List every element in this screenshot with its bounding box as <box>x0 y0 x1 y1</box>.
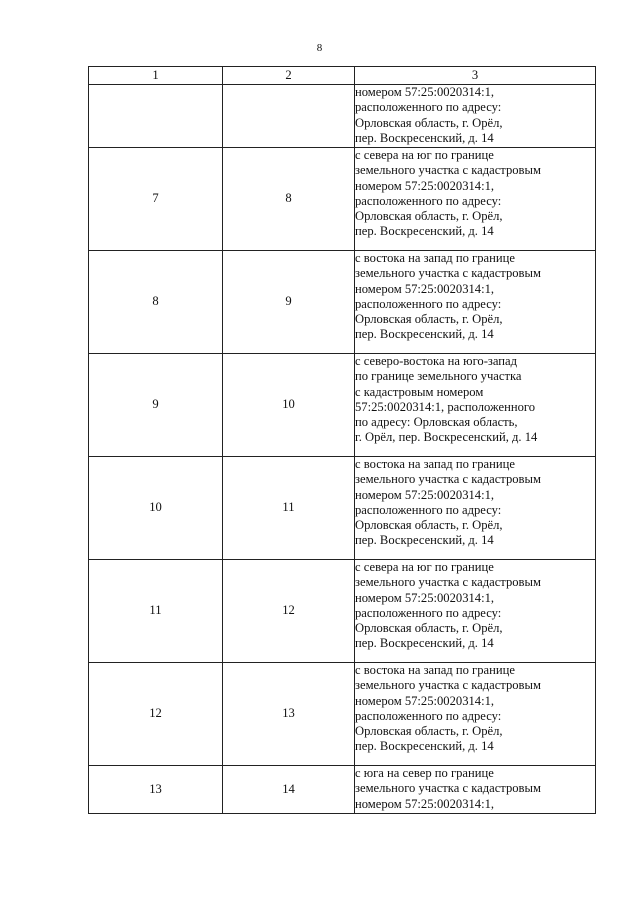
point-to-cell: 8 <box>223 148 355 251</box>
description-line: земельного участка с кадастровым <box>355 781 541 796</box>
column-header-3: 3 <box>355 67 596 85</box>
point-from-cell: 7 <box>89 148 223 251</box>
column-header-2: 2 <box>223 67 355 85</box>
boundary-description-cell <box>355 148 596 251</box>
point-from-cell: 11 <box>89 560 223 663</box>
boundary-description-cell <box>355 560 596 663</box>
boundary-description-cell <box>355 251 596 354</box>
point-from-cell: 10 <box>89 457 223 560</box>
boundary-description-cell <box>355 663 596 766</box>
table-row <box>89 354 596 457</box>
description-line: Орловская область, г. Орёл, <box>355 518 503 533</box>
table-row <box>89 560 596 663</box>
boundary-description-cell <box>355 85 596 148</box>
description-line: номером 57:25:0020314:1, <box>355 796 495 811</box>
point-to-cell: 12 <box>223 560 355 663</box>
description-line: с северо-востока на юго-запад <box>355 354 518 368</box>
description-line: расположенного по адресу: <box>355 193 502 208</box>
point-from-cell: 8 <box>89 251 223 354</box>
point-to-cell: 10 <box>223 354 355 457</box>
description-line: с востока на запад по границе <box>355 663 515 677</box>
description-line: 57:25:0020314:1, расположенного <box>355 399 536 414</box>
description-line: пер. Воскресенский, д. 14 <box>355 224 494 239</box>
table-row <box>89 148 596 251</box>
description-line: с юга на север по границе <box>355 766 494 780</box>
description-line: земельного участка с кадастровым <box>355 472 541 487</box>
description-line: с востока на запад по границе <box>355 457 515 471</box>
description-line: Орловская область, г. Орёл, <box>355 209 503 224</box>
description-line: расположенного по адресу: <box>355 296 502 311</box>
description-line: расположенного по адресу: <box>355 100 502 115</box>
description-line: по границе земельного участка <box>355 369 522 384</box>
description-line: земельного участка с кадастровым <box>355 678 541 693</box>
boundary-description-cell <box>355 354 596 457</box>
description-line: с севера на юг по границе <box>355 148 494 162</box>
description-line: пер. Воскресенский, д. 14 <box>355 533 494 548</box>
description-line: пер. Воскресенский, д. 14 <box>355 130 494 145</box>
point-from-cell: 13 <box>89 766 223 814</box>
description-line: с востока на запад по границе <box>355 251 515 265</box>
point-from-cell: 9 <box>89 354 223 457</box>
table-row <box>89 457 596 560</box>
description-line: Орловская область, г. Орёл, <box>355 621 503 636</box>
description-line: пер. Воскресенский, д. 14 <box>355 327 494 342</box>
page-number: 8 <box>316 42 323 54</box>
description-line: номером 57:25:0020314:1, <box>355 281 495 296</box>
description-line: номером 57:25:0020314:1, <box>355 693 495 708</box>
description-line: с севера на юг по границе <box>355 560 494 574</box>
description-line: пер. Воскресенский, д. 14 <box>355 739 494 754</box>
table-row <box>89 766 596 814</box>
boundary-description-cell <box>355 457 596 560</box>
point-from-cell <box>89 85 223 148</box>
point-from-cell: 12 <box>89 663 223 766</box>
description-line: с кадастровым номером <box>355 384 484 399</box>
point-to-cell: 13 <box>223 663 355 766</box>
description-line: по адресу: Орловская область, <box>355 415 518 430</box>
description-line: расположенного по адресу: <box>355 502 502 517</box>
table-row <box>89 85 596 148</box>
column-header-1: 1 <box>89 67 223 85</box>
description-line: земельного участка с кадастровым <box>355 575 541 590</box>
table-row <box>89 663 596 766</box>
description-line: г. Орёл, пер. Воскресенский, д. 14 <box>355 430 538 445</box>
description-line: расположенного по адресу: <box>355 605 502 620</box>
description-line: Орловская область, г. Орёл, <box>355 312 503 327</box>
description-line: расположенного по адресу: <box>355 708 502 723</box>
description-line: номером 57:25:0020314:1, <box>355 178 495 193</box>
description-line: земельного участка с кадастровым <box>355 266 541 281</box>
description-line: номером 57:25:0020314:1, <box>355 487 495 502</box>
description-line: Орловская область, г. Орёл, <box>355 115 503 130</box>
description-line: номером 57:25:0020314:1, <box>355 590 495 605</box>
point-to-cell: 14 <box>223 766 355 814</box>
point-to-cell: 9 <box>223 251 355 354</box>
table-header-row <box>89 67 596 85</box>
boundary-description-table <box>88 66 596 814</box>
boundary-description-cell <box>355 766 596 814</box>
point-to-cell <box>223 85 355 148</box>
point-to-cell: 11 <box>223 457 355 560</box>
description-line: номером 57:25:0020314:1, <box>355 85 495 99</box>
description-line: Орловская область, г. Орёл, <box>355 724 503 739</box>
description-line: пер. Воскресенский, д. 14 <box>355 636 494 651</box>
table-row <box>89 251 596 354</box>
description-line: земельного участка с кадастровым <box>355 163 541 178</box>
